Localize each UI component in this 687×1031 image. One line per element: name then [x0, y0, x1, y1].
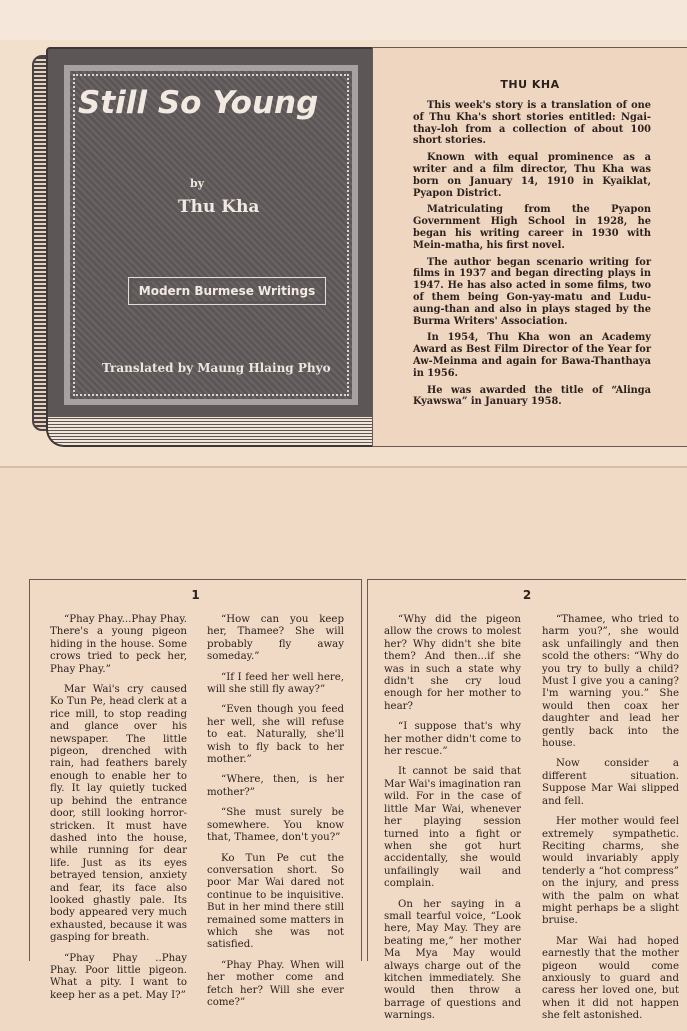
story-paragraph: Mar Wai had hoped earnestly that the mother pigeon would come anxiously to guard and caress her loved one, but when it did not happen she felt astonished. [542, 935, 679, 1022]
story-paragraph: “Phay Phay ..Phay Phay. Poor little pigeon. What a pity. I want to keep her as a pet. May I?” [50, 952, 187, 1001]
page-number-1: 1 [191, 588, 200, 602]
story-paragraph: On her saying in a small tearful voice, “Look here, May May. They are beating me,” her mother Ma Mya May would always charge out of the kitchen immediately. She would then throw a barrage of questions and warnings. [384, 898, 521, 1022]
book-cover [46, 47, 376, 423]
story-paragraph: It cannot be said that Mar Wai's imagination ran wild. For in the case of little Mar Wai, whenever her playing session turned into a fight or when she got hurt accidentally, she would unfailingly wail and complain. [384, 766, 521, 890]
book-title: Still So Young [78, 85, 319, 121]
info-paragraph: The author began scenario writing for films in 1937 and began directing plays in 1947. He has also acted in some films, two of them being Gon-yay-matu and Ludu-aung-than and also in plays staged by the Burma Writers' Association. [413, 256, 651, 327]
story-paragraph: “Phay Phay. When will her mother come and fetch her? Will she ever come?” [207, 959, 344, 1008]
info-paragraph: In 1954, Thu Kha won an Academy Award as Best Film Director of the Year for Aw-Meinma and again for Bawa-Thanthaya in 1956. [413, 332, 651, 379]
page2-column-right [542, 614, 679, 1031]
book-by-line: by [190, 177, 205, 190]
page1-column-left [50, 614, 187, 1010]
story-paragraph: “Why did the pigeon allow the crows to molest her? Why didn't she bite them? And then...if she was in such a state why didn't she cry loud enough for her mother to hear? [384, 614, 521, 712]
author-info-box [372, 47, 687, 447]
info-paragraph: Known with equal prominence as a writer and a film director, Thu Kha was born on January 14, 1910 in Kyaiklat, Pyapon District. [413, 152, 651, 199]
story-paragraph: Mar Wai's cry caused Ko Tun Pe, head clerk at a rice mill, to stop reading and glance over his newspaper. The little pigeon, drenched with rain, had feathers barely enough to enable her to fly. It lay quietly tucked up behind the entrance door, still looking horror-stricken. It must have dashed into the house, while running for dear life. Just as its eyes betrayed tension, anxiety and fear, its face also looked ghastly pale. Its body appeared very much exhausted, because it was gasping for breath. [50, 684, 187, 944]
book-author: Thu Kha [178, 197, 260, 217]
story-page-2 [367, 579, 686, 1022]
story-paragraph: “Where, then, is her mother?” [207, 774, 344, 798]
story-paragraph: “Phay Phay...Phay Phay. There's a young pigeon hiding in the house. Some crows tried to peck her, Phay Phay.” [50, 614, 187, 675]
series-label: Modern Burmese Writings [138, 284, 316, 298]
story-paragraph: “I suppose that's why her mother didn't come to her rescue.” [384, 721, 521, 758]
book-illustration [28, 47, 368, 449]
author-info-body [413, 100, 651, 413]
story-paragraph: “How can you keep her, Thamee? She will probably fly away someday.” [207, 614, 344, 663]
author-info-heading: THU KHA [500, 78, 560, 91]
page-number-2: 2 [522, 588, 532, 602]
page1-column-right [207, 614, 344, 1017]
story-paragraph: Now consider a different situation. Suppose Mar Wai slipped and fell. [542, 758, 679, 807]
series-label-box [128, 277, 326, 305]
story-paragraph: Ko Tun Pe cut the conversation short. So poor Mar Wai dared not continue to be inquisitive. But in her mind there still remained some matters in which she was not satisfied. [207, 852, 344, 951]
story-paragraph: “If I feed her well here, will she still fly away?” [207, 671, 344, 696]
info-paragraph: Matriculating from the Pyapon Government High School in 1928, he began his writing career in 1930 with Mein-matha, his first novel. [413, 204, 651, 251]
story-paragraph: “She must surely be somewhere. You know that, Thamee, don't you?” [207, 807, 344, 844]
page2-column-left [384, 614, 521, 1031]
top-clipping [0, 0, 687, 468]
info-paragraph: He was awarded the title of “Alinga Kyawswa” in January 1958. [413, 384, 651, 408]
story-paragraph: Her mother would feel extremely sympathetic. Reciting charms, she would invariably apply tenderly a “hot compress” on the injury, and press with the palm on what might perhaps be a slight bruise. [542, 816, 679, 927]
book-translator: Translated by Maung Hlaing Phyo [102, 361, 331, 375]
story-paragraph: “Even though you feed her well, she will refuse to eat. Naturally, she'll wish to fly back to her mother.” [207, 704, 344, 766]
story-paragraph: “Thamee, who tried to harm you?”, she would ask unfailingly and then scold the others: “Why do you try to bully a child? Must I give you a caning? I'm warning you.” She would then coax her daughter and lead her gently back into the house. [542, 614, 679, 750]
top-paper-strip [0, 0, 687, 40]
story-page-1 [29, 579, 362, 1008]
info-paragraph: This week's story is a translation of one of Thu Kha's short stories entitled: Ngai-thay-loh from a collection of about 100 short stories. [413, 100, 651, 147]
book-page-edges [46, 417, 384, 447]
